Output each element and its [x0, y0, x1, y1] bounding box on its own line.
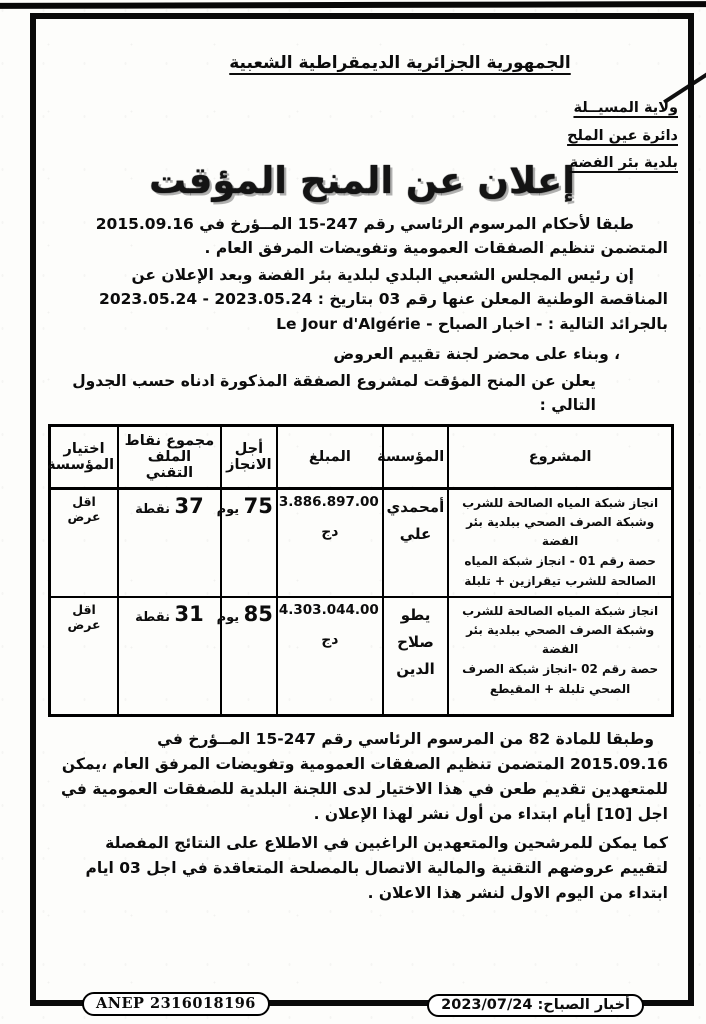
project-cell — [448, 488, 672, 596]
points-cell — [118, 488, 221, 596]
journal-publication-date-badge: أخبار الصباح: 2023/07/24 — [427, 994, 644, 1017]
award-declaration-line: يعلن عن المنح المؤقت لمشروع الصفقة المذكورة ادناه حسب الجدول التالي : — [72, 371, 596, 415]
intro-paragraphs — [58, 212, 668, 418]
duration-cell — [216, 597, 277, 716]
table-row-lot2 — [50, 597, 673, 716]
duration-value: 85 — [243, 601, 273, 626]
header-company: المؤسسة — [383, 425, 448, 488]
project-description: انجاز شبكة المياه الصالحة للشرب وشبكة الصرف الصحي ببلدية بئر الفضة — [462, 495, 659, 549]
issuing-authority-block — [567, 95, 678, 178]
duration-value: 75 — [243, 493, 273, 518]
header-technical-points: مجموع نقاط الملف التقني — [118, 425, 221, 488]
project-lot-detail: حصة رقم 01 - انجاز شبكة المياه الصالحة للشرب تيقرازين + تلبلة — [464, 554, 656, 588]
table-row-lot1 — [50, 488, 673, 596]
legal-footer-paragraphs — [60, 727, 668, 907]
points-unit: نقطة — [135, 609, 170, 625]
points-cell — [118, 597, 221, 716]
header-duration: أجل الانجاز — [221, 425, 277, 488]
duration-unit: يوم — [216, 609, 240, 625]
amount-value: 4.303.044.00 — [278, 601, 379, 618]
selection-cell: اقل عرض — [50, 597, 119, 716]
notice-main-title: إعلان عن المنح المؤقت — [149, 159, 575, 202]
republic-title: الجمهورية الجزائرية الديمقراطية الشعبية — [229, 53, 571, 73]
currency-label: دج — [321, 631, 339, 648]
project-lot-detail: حصة رقم 02 -انجاز شبكة الصرف الصحي تلبلة + المقيطع — [462, 662, 659, 696]
evaluation-minutes-line: ، وبناء على محضر لجنة تقييم العروض — [333, 345, 620, 364]
currency-label: دج — [321, 523, 339, 540]
anep-reference-badge: ANEP 2316018196 — [82, 992, 270, 1016]
project-cell — [448, 597, 672, 716]
header-project: المشروع — [448, 425, 672, 488]
tender-announcement-paragraph: إن رئيس المجلس الشعبي البلدي لبلدية بئر الفضة وبعد الإعلان عن المناقصة الوطنية المعلن عنها رقم 03 بتاريخ : 2023.05.24 - 2023.05.24 بالجرائد التالية : - اخبار الصباح - Le Jour d'Algérie — [99, 265, 668, 333]
points-value: 37 — [174, 493, 204, 518]
document-border-frame — [30, 13, 694, 1006]
results-consultation-paragraph: كما يمكن للمرشحين والمتعهدين الراغبين في الاطلاع على النتائج المفصلة لتقييم عروضهم التقنية والمالية الاتصال بالمصلحة المتعاقدة في اجل 03 ايام ابتداء من اليوم الاول لنشر هذا الاعلان . — [85, 834, 668, 903]
company-cell: أمحمدي علي — [383, 488, 448, 596]
duration-cell — [216, 488, 277, 596]
commune-line: بلدية بئر الفضة — [569, 155, 678, 172]
selection-cell: اقل عرض — [50, 488, 119, 596]
points-value: 31 — [174, 601, 204, 626]
points-unit: نقطة — [135, 501, 170, 517]
wilaya-line: ولاية المسيــلة — [573, 100, 678, 116]
scan-edge-line — [0, 1, 706, 9]
amount-value: 3.886.897.00 — [278, 493, 379, 510]
amount-cell — [277, 488, 383, 596]
amount-cell — [277, 597, 383, 716]
appeal-rights-paragraph: وطبقا للمادة 82 من المرسوم الرئاسي رقم 247-15 المــؤرخ في 2015.09.16 المتضمن تنظيم الصفقات العمومية وتفويضات المرفق العام ،يمكن للمتعهدين تقديم طعن في هذا الاختيار لدى اللجنة البلدية للصفقات العمومية في اجل [10] أيام ابتداء من أول نشر لهذا الإعلان . — [61, 729, 668, 824]
project-description: انجاز شبكة المياه الصالحة للشرب وشبكة الصرف الصحي ببلدية بئر الفضة — [462, 603, 659, 657]
award-table-header-row — [50, 425, 673, 488]
duration-unit: يوم — [216, 501, 240, 517]
header-amount: المبلغ — [277, 425, 383, 488]
award-table — [48, 424, 674, 717]
company-cell: يطو صلاح الدين — [383, 597, 448, 716]
header-selection-criterion: اختيار المؤسسة — [50, 425, 119, 488]
daira-line: دائرة عين الملح — [567, 127, 678, 144]
decree-reference-paragraph: طبقا لأحكام المرسوم الرئاسي رقم 247-15 المــؤرخ في 2015.09.16 المتضمن تنظيم الصفقات العمومية وتفويضات المرفق العام . — [95, 215, 668, 258]
